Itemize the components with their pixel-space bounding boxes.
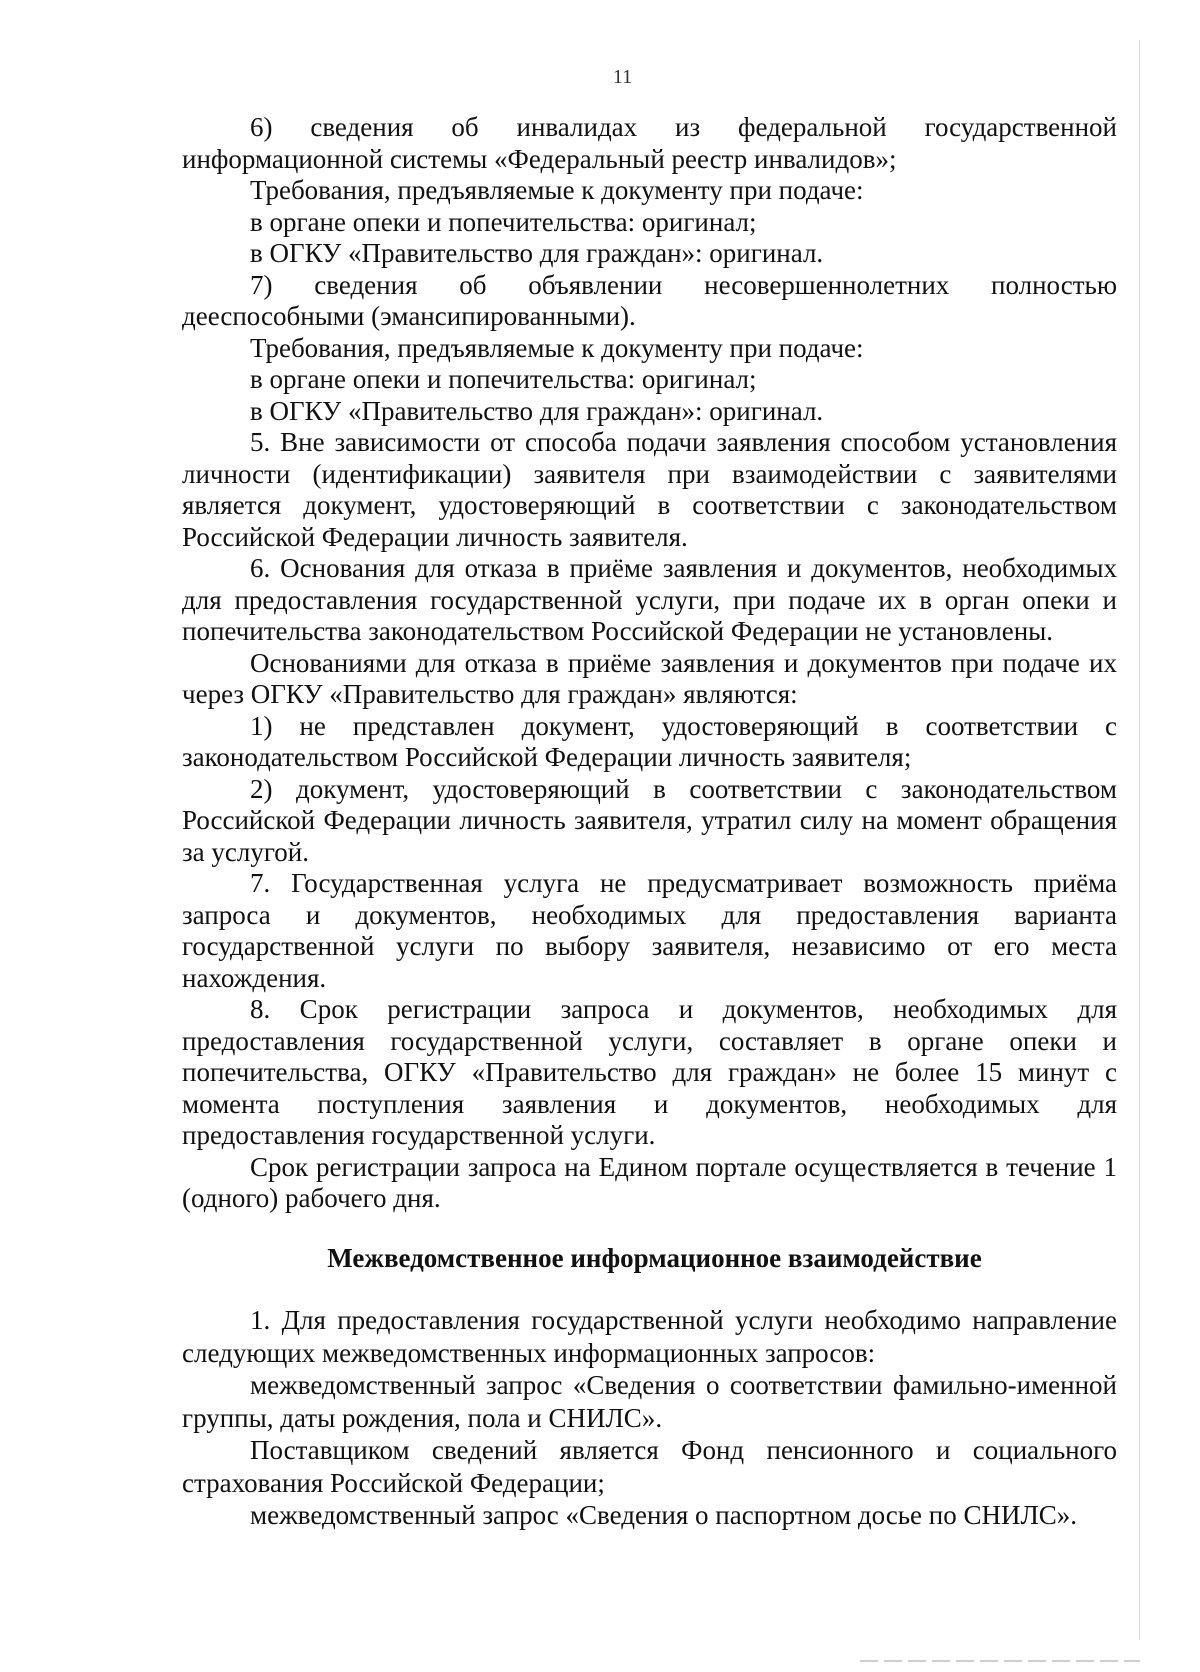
section-interagency bbox=[182, 1304, 1117, 1532]
paragraph: 1. Для предоставления государственной услуги необходимо направление следующих межведомственных информационных запросов: bbox=[182, 1305, 1117, 1368]
paragraph: в ОГКУ «Правительство для граждан»: оригинал. bbox=[250, 238, 824, 268]
paragraph: в органе опеки и попечительства: оригинал; bbox=[250, 364, 757, 394]
paragraph: Поставщиком сведений является Фонд пенсионного и социального страхования Российской Федерации; bbox=[182, 1435, 1117, 1498]
section-heading: Межведомственное информационное взаимодействие bbox=[327, 1242, 982, 1273]
paragraph: 1) не представлен документ, удостоверяющий в соответствии с законодательством Российской Федерации личность заявителя; bbox=[182, 710, 1117, 772]
scan-edge-line bbox=[1139, 40, 1140, 1640]
document-body bbox=[182, 112, 1117, 1532]
paragraph: 7) сведения об объявлении несовершеннолетних полностью дееспособными (эмансипированными). bbox=[182, 269, 1117, 331]
section-documents bbox=[182, 112, 1117, 1215]
paragraph: Основаниями для отказа в приёме заявления и документов при подаче их через ОГКУ «Правительство для граждан» являются: bbox=[182, 647, 1117, 709]
paragraph: межведомственный запрос «Сведения о соответствии фамильно-именной группы, даты рождения, пола и СНИЛС». bbox=[182, 1370, 1117, 1433]
paragraph: 2) документ, удостоверяющий в соответствии с законодательством Российской Федерации личность заявителя, утратил силу на момент обращения за услугой. bbox=[182, 773, 1117, 867]
paragraph: Срок регистрации запроса на Едином портале осуществляется в течение 1 (одного) рабочего дня. bbox=[182, 1151, 1117, 1213]
paragraph: в ОГКУ «Правительство для граждан»: оригинал. bbox=[250, 395, 824, 426]
paragraph: 7. Государственная услуга не предусматривает возможность приёма запроса и документов, необходимых для предоставления варианта государственной услуги по выбору заявителя, независимо от его места нахождения. bbox=[182, 868, 1117, 993]
paragraph: 8. Срок регистрации запроса и документов, необходимых для предоставления государственной услуги, составляет в органе опеки и попечительства, ОГКУ «Правительство для граждан» не более 15 минут с момента поступления заявления и документов, необходимых для предоставления государственной услуги. bbox=[182, 994, 1117, 1150]
paragraph: 5. Вне зависимости от способа подачи заявления способом установления личности (идентификации) заявителя при взаимодействии с заявителями является документ, удостоверяющий в соответствии с законодательством Российской Федерации личность заявителя. bbox=[182, 427, 1117, 552]
paragraph: в органе опеки и попечительства: оригинал; bbox=[250, 206, 757, 237]
paragraph: межведомственный запрос «Сведения о паспортном досье по СНИЛС». bbox=[250, 1500, 1078, 1530]
paragraph: Требования, предъявляемые к документу при подаче: bbox=[250, 332, 864, 363]
scan-bottom-line bbox=[860, 1660, 1140, 1662]
page-number: 11 bbox=[612, 66, 633, 88]
paragraph: 6. Основания для отказа в приёме заявления и документов, необходимых для предоставления государственной услуги, при подаче их в орган опеки и попечительства законодательством Российской Федерации не установлены. bbox=[182, 553, 1117, 646]
paragraph: Требования, предъявляемые к документу при подаче: bbox=[250, 175, 864, 205]
paragraph: 6) сведения об инвалидах из федеральной государственной информационной системы «Федеральный реестр инвалидов»; bbox=[182, 112, 1117, 174]
